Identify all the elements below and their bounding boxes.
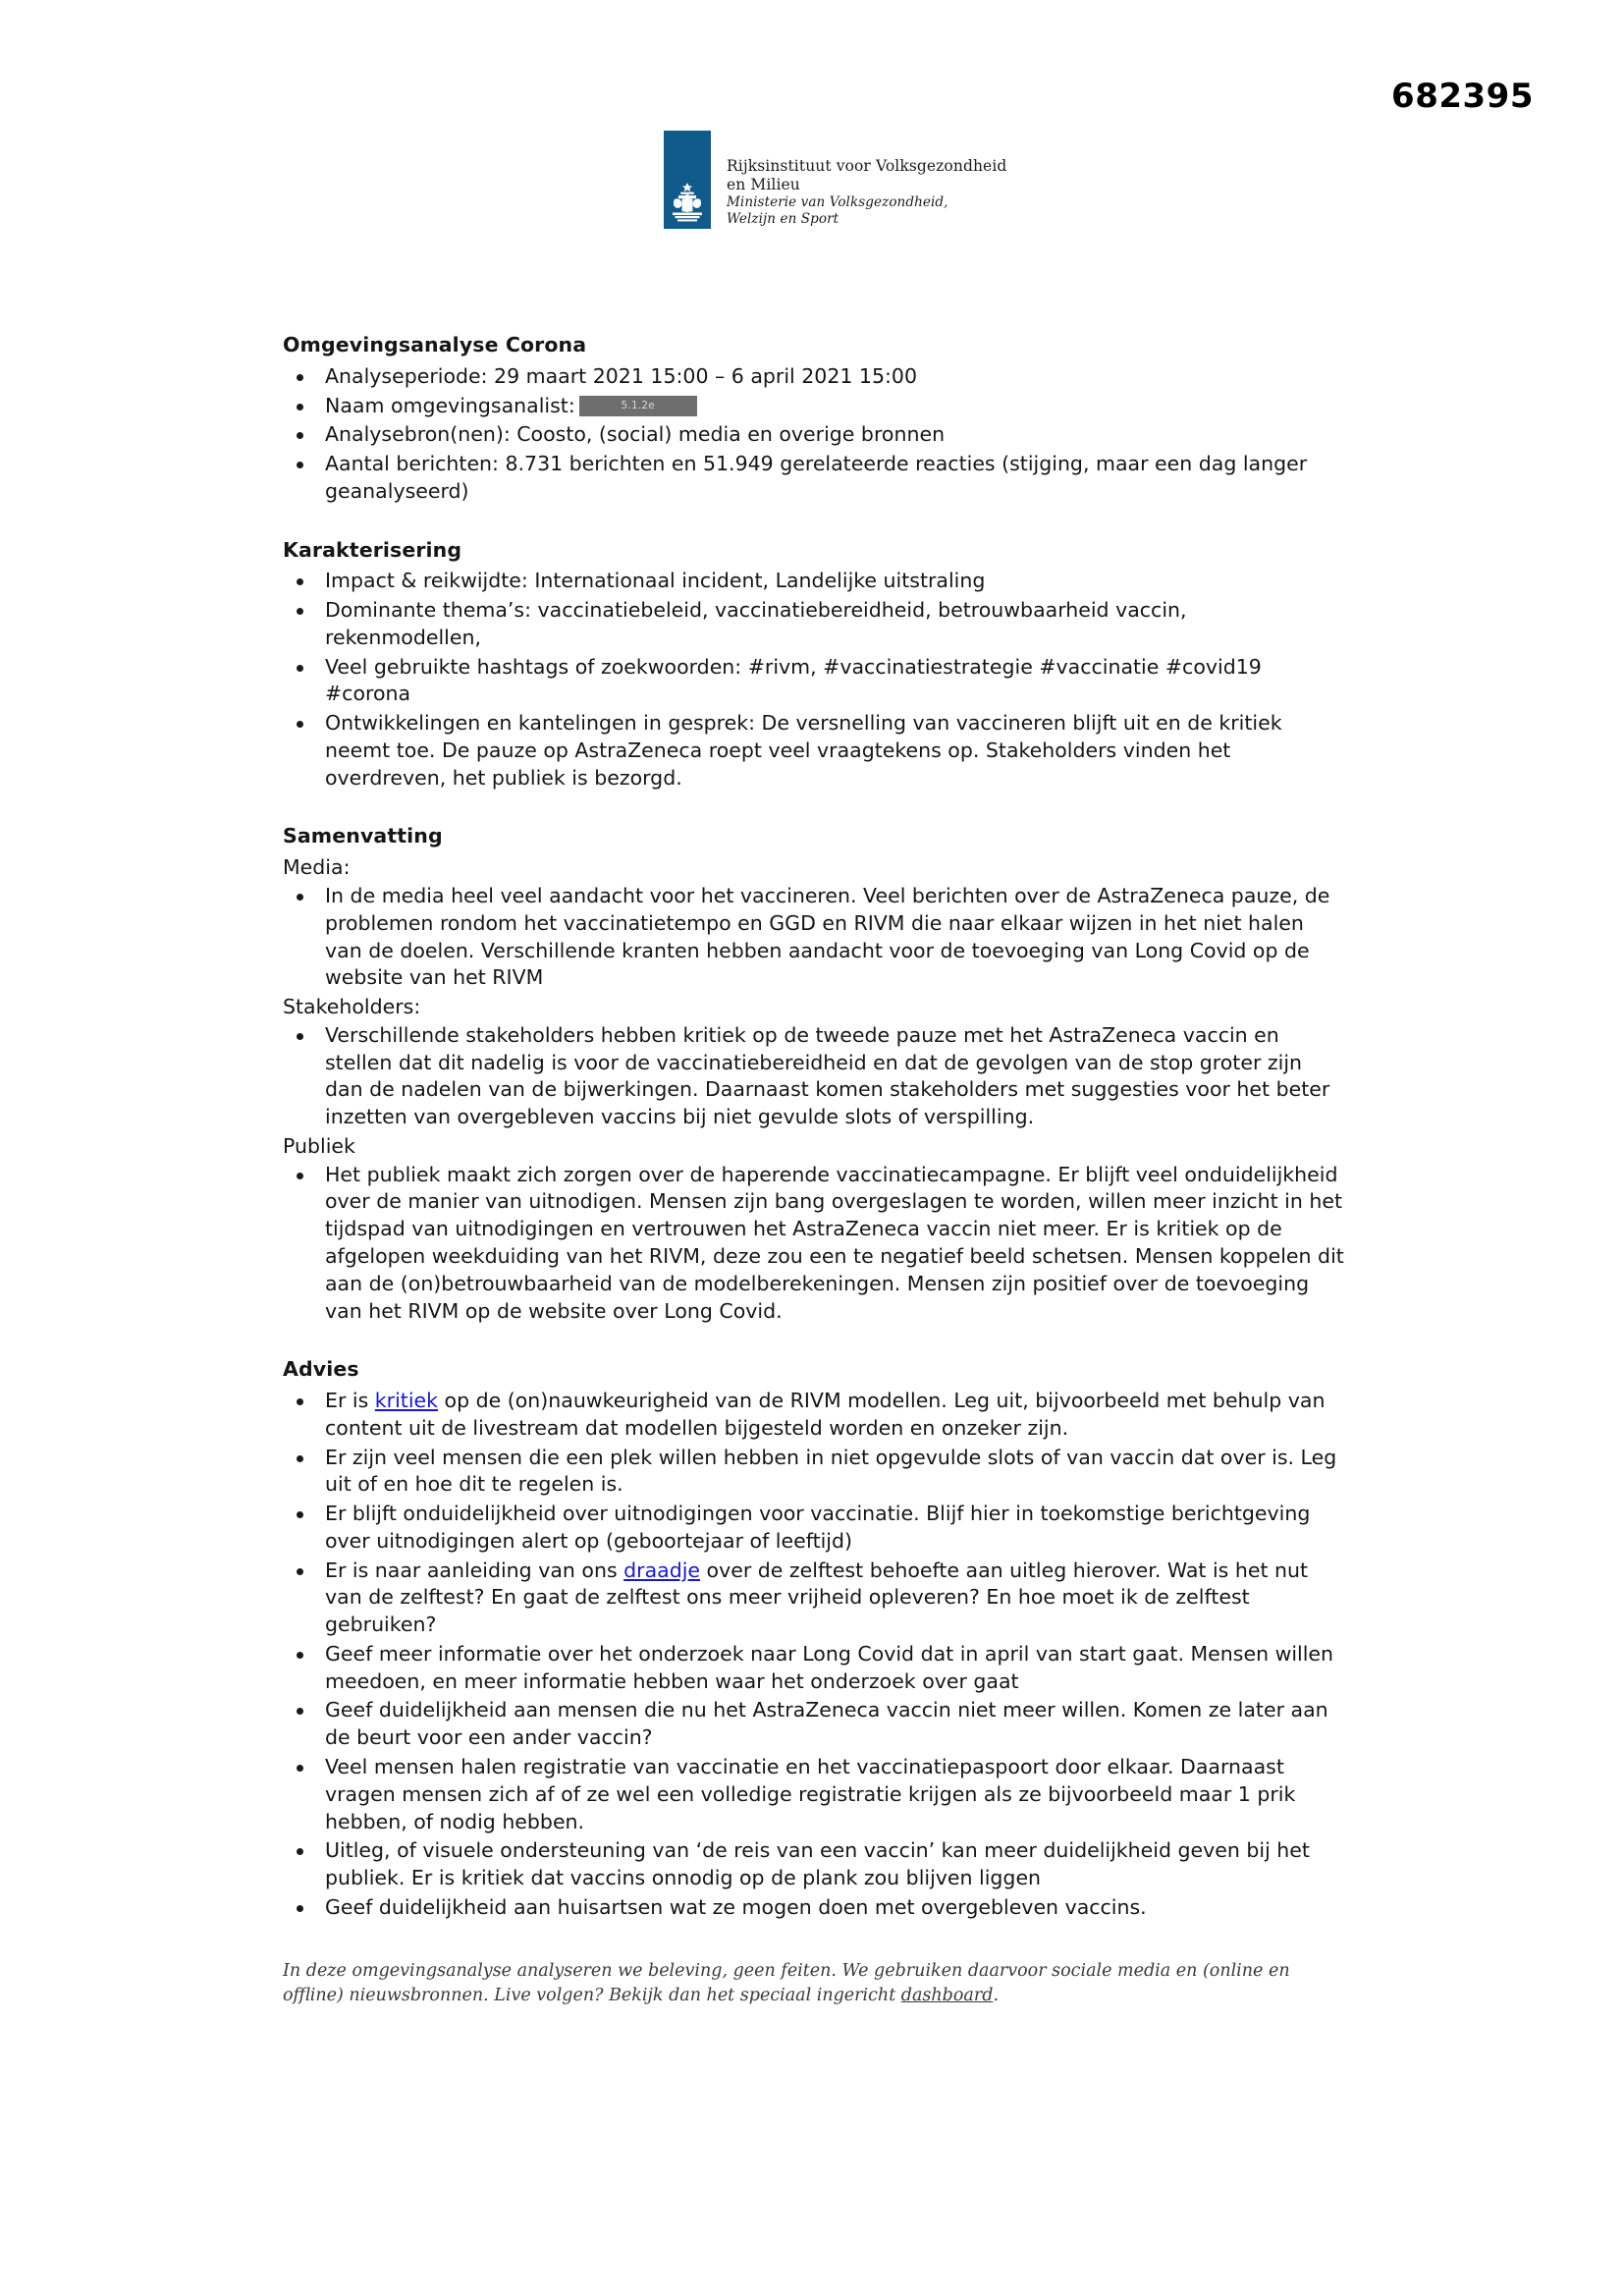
list-item: In de media heel veel aandacht voor het vaccineren. Veel berichten over de AstraZeneca pauze, de problemen rondom het vaccinatietempo en GGD en RIVM die naar elkaar wijzen in het niet halen van de doelen. Verschillende kranten hebben aandacht voor de toevoeging van Long Covid op de website van het RIVM <box>283 883 1345 992</box>
list-media <box>283 883 1345 992</box>
list-item: Uitleg, of visuele ondersteuning van ‘de reis van een vaccin’ kan meer duidelijkheid geven bij het publiek. Er is kritiek dat vaccins onnodig op de plank zou blijven liggen <box>283 1837 1345 1892</box>
list-item: Het publiek maakt zich zorgen over de haperende vaccinatiecampagne. Er blijft veel onduidelijkheid over de manier van uitnodigen. Mensen zijn bang overgeslagen te worden, willen meer inzicht in het tijdspad van uitnodigingen en vertrouwen het AstraZeneca vaccin niet meer. Er is kritiek op de afgelopen weekduiding van het RIVM, deze zou een te negatief beeld schetsen. Mensen koppelen dit aan de (on)betrouwbaarheid van de modelberekeningen. Mensen zijn positief over de toevoeging van het RIVM op de website over Long Covid. <box>283 1162 1345 1326</box>
link-draadje[interactable]: draadje <box>623 1558 701 1582</box>
advies-4-text-b: over de zelftest behoefte aan uitleg hierover. Wat is het nut van de zelftest? En gaat de zelftest ons meer vrijheid opleveren? En hoe moet ik de zelftest gebruiken? <box>325 1558 1309 1637</box>
logo-text-block <box>727 157 1006 229</box>
redaction-code: 5.1.2e <box>621 399 655 411</box>
rivm-logo <box>664 131 1006 229</box>
advies-1-text-a: Er is <box>325 1389 375 1413</box>
heading-samenvatting: Samenvatting <box>283 824 443 848</box>
list-item: Geef meer informatie over het onderzoek naar Long Covid dat in april van start gaat. Mensen willen meedoen, en meer informatie hebben waar het onderzoek over gaat <box>283 1641 1345 1696</box>
list-advies <box>283 1388 1345 1922</box>
logo-blue-bar <box>664 131 711 229</box>
list-item: Aantal berichten: 8.731 berichten en 51.949 gerelateerde reacties (stijging, maar een dag langer geanalyseerd) <box>283 451 1345 506</box>
footer-text-b: . <box>993 1985 1000 2005</box>
list-item: Analysebron(nen): Coosto, (social) media en overige bronnen <box>283 421 1345 449</box>
list-item: Impact & reikwijdte: Internationaal incident, Landelijke uitstraling <box>283 568 1345 595</box>
list-item: Geef duidelijkheid aan mensen die nu het AstraZeneca vaccin niet meer willen. Komen ze later aan de beurt voor een ander vaccin? <box>283 1697 1345 1752</box>
logo-line-3: Ministerie van Volksgezondheid, <box>727 194 948 211</box>
footer-text-a: In deze omgevingsanalyse analyseren we beleving, geen feiten. We gebruiken daarvoor sociale media en (online en offline) nieuwsbronnen. Live volgen? Bekijk dan het speciaal ingericht <box>283 1961 1290 2005</box>
analist-label: Naam omgevingsanalist: <box>325 393 575 417</box>
document-body <box>283 332 1345 1924</box>
label-stakeholders: Stakeholders: <box>283 995 421 1019</box>
document-footer <box>283 1959 1353 2008</box>
heading-advies: Advies <box>283 1357 359 1382</box>
list-item-analist <box>283 393 1345 420</box>
list-omgevingsanalyse <box>283 363 1345 506</box>
advies-4-text-a: Er is naar aanleiding van ons <box>325 1558 624 1582</box>
document-id-number: 682395 <box>1391 77 1534 116</box>
logo-line-1: Rijksinstituut voor Volksgezondheid <box>727 157 1007 176</box>
list-item: Ontwikkelingen en kantelingen in gesprek: De versnelling van vaccineren blijft uit en de kritiek neemt toe. De pauze op AstraZeneca roept veel vraagtekens op. Stakeholders vinden het overdreven, het publiek is bezorgd. <box>283 710 1345 792</box>
list-item: Dominante thema’s: vaccinatiebeleid, vaccinatiebereidheid, betrouwbaarheid vaccin, rekenmodellen, <box>283 597 1345 652</box>
list-item <box>283 1558 1345 1639</box>
list-item <box>283 1388 1345 1443</box>
label-publiek: Publiek <box>283 1133 355 1158</box>
label-media: Media: <box>283 855 351 880</box>
redaction-box <box>579 396 697 416</box>
logo-line-2: en Milieu <box>727 176 800 194</box>
advies-1-text-b: op de (on)nauwkeurigheid van de RIVM modellen. Leg uit, bijvoorbeeld met behulp van content uit de livestream dat modellen bijgesteld worden en onzeker zijn. <box>325 1389 1326 1440</box>
list-item: Er zijn veel mensen die een plek willen hebben in niet opgevulde slots of van vaccin dat over is. Leg uit of en hoe dit te regelen is. <box>283 1445 1345 1500</box>
list-item: Verschillende stakeholders hebben kritiek op de tweede pauze met het AstraZeneca vaccin en stellen dat dit nadelig is voor de vaccinatiebereidheid en dat de gevolgen van de stop groter zijn dan de nadelen van de bijwerkingen. Daarnaast komen stakeholders met suggesties voor het beter inzetten van overgebleven vaccins bij niet gevulde slots of verspilling. <box>283 1022 1345 1131</box>
heading-karakterisering: Karakterisering <box>283 537 462 562</box>
link-dashboard[interactable]: dashboard <box>900 1985 994 2005</box>
list-publiek <box>283 1162 1345 1326</box>
link-kritiek[interactable]: kritiek <box>374 1389 439 1413</box>
list-item: Veel mensen halen registratie van vaccinatie en het vaccinatiepaspoort door elkaar. Daarnaast vragen mensen zich af of ze wel een volledige registratie krijgen als ze bijvoorbeeld maar 1 prik hebben, of nodig hebben. <box>283 1754 1345 1835</box>
dutch-royal-crest-icon <box>669 182 706 223</box>
heading-omgevingsanalyse: Omgevingsanalyse Corona <box>283 333 587 356</box>
list-karakterisering <box>283 568 1345 792</box>
list-stakeholders <box>283 1022 1345 1131</box>
list-item: Geef duidelijkheid aan huisartsen wat ze mogen doen met overgebleven vaccins. <box>283 1894 1345 1922</box>
list-item: Er blijft onduidelijkheid over uitnodigingen voor vaccinatie. Blijf hier in toekomstige berichtgeving over uitnodigingen alert op (geboortejaar of leeftijd) <box>283 1501 1345 1556</box>
list-item: Veel gebruikte hashtags of zoekwoorden: #rivm, #vaccinatiestrategie #vaccinatie #covid19 #corona <box>283 654 1345 709</box>
logo-line-4: Welzijn en Sport <box>727 210 839 227</box>
list-item: Analyseperiode: 29 maart 2021 15:00 – 6 april 2021 15:00 <box>283 363 1345 391</box>
